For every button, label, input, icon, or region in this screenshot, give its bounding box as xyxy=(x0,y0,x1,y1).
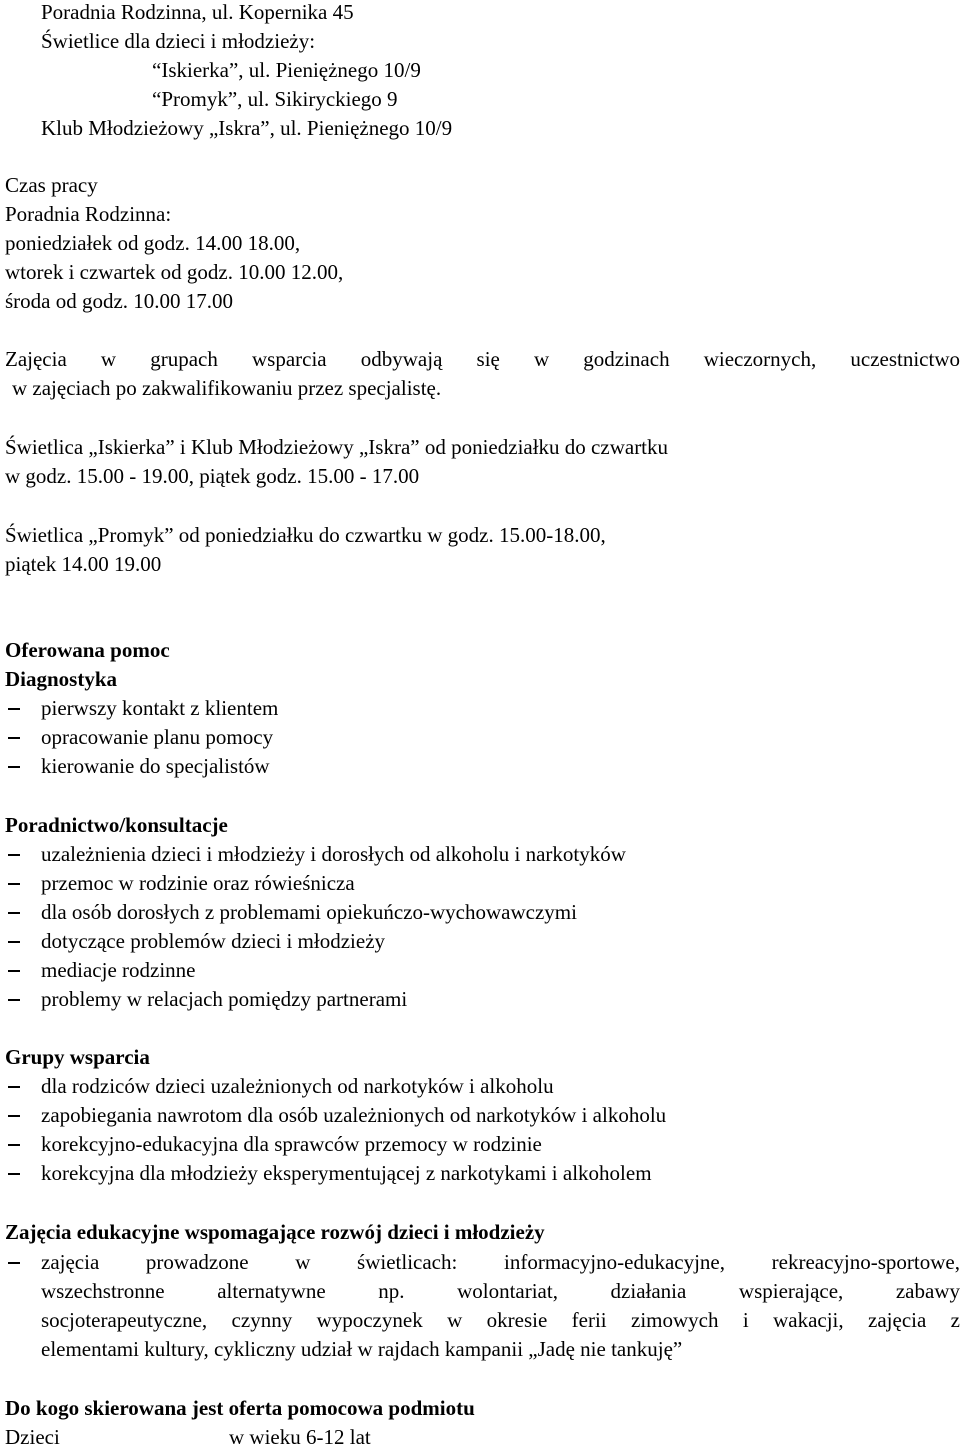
bullet-dash xyxy=(8,1144,20,1146)
bullet-dash xyxy=(8,1262,20,1264)
adresaci-value: w wieku 6-12 lat xyxy=(229,1425,371,1449)
list-item: przemoc w rodzinie oraz rówieśnicza xyxy=(41,871,355,895)
iskierka-hours-line1: Świetlica „Iskierka” i Klub Młodzieżowy „Iskra” od poniedziałku do czwartku xyxy=(5,435,669,459)
bullet-dash xyxy=(8,854,20,856)
bullet-dash xyxy=(8,912,20,914)
address-line-promyk: “Promyk”, ul. Sikiryckiego 9 xyxy=(152,87,398,111)
adresaci-heading: Do kogo skierowana jest oferta pomocowa podmiotu xyxy=(5,1396,475,1420)
promyk-hours-line2: piątek 14.00 19.00 xyxy=(5,552,162,576)
list-item: uzależnienia dzieci i młodzieży i dorosłych od alkoholu i narkotyków xyxy=(41,842,626,866)
bullet-dash xyxy=(8,737,20,739)
bullet-dash xyxy=(8,1086,20,1088)
list-item: zapobiegania nawrotom dla osób uzależnionych od narkotyków i alkoholu xyxy=(41,1103,667,1127)
list-item: korekcyjna dla młodzieży eksperymentującej z narkotykami i alkoholem xyxy=(41,1161,652,1185)
bullet-dash xyxy=(8,1115,20,1117)
groups-info-line2: w zajęciach po zakwalifikowaniu przez specjalistę. xyxy=(12,376,442,400)
edukacyjne-line2: wszechstronne alternatywne np. wolontariat, działania wspierające, zabawy xyxy=(41,1279,960,1303)
bullet-dash xyxy=(8,1173,20,1175)
bullet-dash xyxy=(8,883,20,885)
iskierka-hours-line2: w godz. 15.00 - 19.00, piątek godz. 15.00 - 17.00 xyxy=(5,464,420,488)
bullet-dash xyxy=(8,970,20,972)
list-item: mediacje rodzinne xyxy=(41,958,196,982)
bullet-dash xyxy=(8,766,20,768)
hours-wednesday: środa od godz. 10.00 17.00 xyxy=(5,289,234,313)
hours-tue-thu: wtorek i czwartek od godz. 10.00 12.00, xyxy=(5,260,344,284)
zajecia-edukacyjne-heading: Zajęcia edukacyjne wspomagające rozwój dzieci i młodzieży xyxy=(5,1220,545,1244)
address-line-iskierka: “Iskierka”, ul. Pieniężnego 10/9 xyxy=(152,58,421,82)
list-item: kierowanie do specjalistów xyxy=(41,754,270,778)
list-item: dla osób dorosłych z problemami opiekuńczo-wychowawczymi xyxy=(41,900,577,924)
poradnictwo-heading: Poradnictwo/konsultacje xyxy=(5,813,228,837)
list-item: pierwszy kontakt z klientem xyxy=(41,696,279,720)
czas-pracy-heading: Czas pracy xyxy=(5,173,98,197)
oferowana-pomoc-heading: Oferowana pomoc xyxy=(5,638,170,662)
address-line-poradnia: Poradnia Rodzinna, ul. Kopernika 45 xyxy=(41,0,354,24)
poradnia-hours-label: Poradnia Rodzinna: xyxy=(5,202,172,226)
grupy-wsparcia-heading: Grupy wsparcia xyxy=(5,1045,150,1069)
promyk-hours-line1: Świetlica „Promyk” od poniedziałku do czwartku w godz. 15.00-18.00, xyxy=(5,523,606,547)
list-item: problemy w relacjach pomiędzy partnerami xyxy=(41,987,408,1011)
edukacyjne-line3: socjoterapeutyczne, czynny wypoczynek w okresie ferii zimowych i wakacji, zajęcia z xyxy=(41,1308,960,1332)
bullet-dash xyxy=(8,999,20,1001)
edukacyjne-line1: zajęcia prowadzone w świetlicach: informacyjno-edukacyjne, rekreacyjno-sportowe, xyxy=(41,1250,960,1274)
swietlice-heading: Świetlice dla dzieci i młodzieży: xyxy=(41,29,316,53)
list-item: opracowanie planu pomocy xyxy=(41,725,274,749)
address-line-klub: Klub Młodzieżowy „Iskra”, ul. Pieniężnego 10/9 xyxy=(41,116,453,140)
edukacyjne-line4: elementami kultury, cykliczny udział w rajdach kampanii „Jadę nie tankuję” xyxy=(41,1337,683,1361)
list-item: dla rodziców dzieci uzależnionych od narkotyków i alkoholu xyxy=(41,1074,554,1098)
bullet-dash xyxy=(8,941,20,943)
groups-info-line1: Zajęcia w grupach wsparcia odbywają się w godzinach wieczornych, uczestnictwo xyxy=(5,347,960,371)
list-item: dotyczące problemów dzieci i młodzieży xyxy=(41,929,386,953)
bullet-dash xyxy=(8,708,20,710)
adresaci-label: Dzieci xyxy=(5,1425,60,1449)
list-item: korekcyjno-edukacyjna dla sprawców przemocy w rodzinie xyxy=(41,1132,542,1156)
diagnostyka-heading: Diagnostyka xyxy=(5,667,118,691)
hours-monday: poniedziałek od godz. 14.00 18.00, xyxy=(5,231,301,255)
